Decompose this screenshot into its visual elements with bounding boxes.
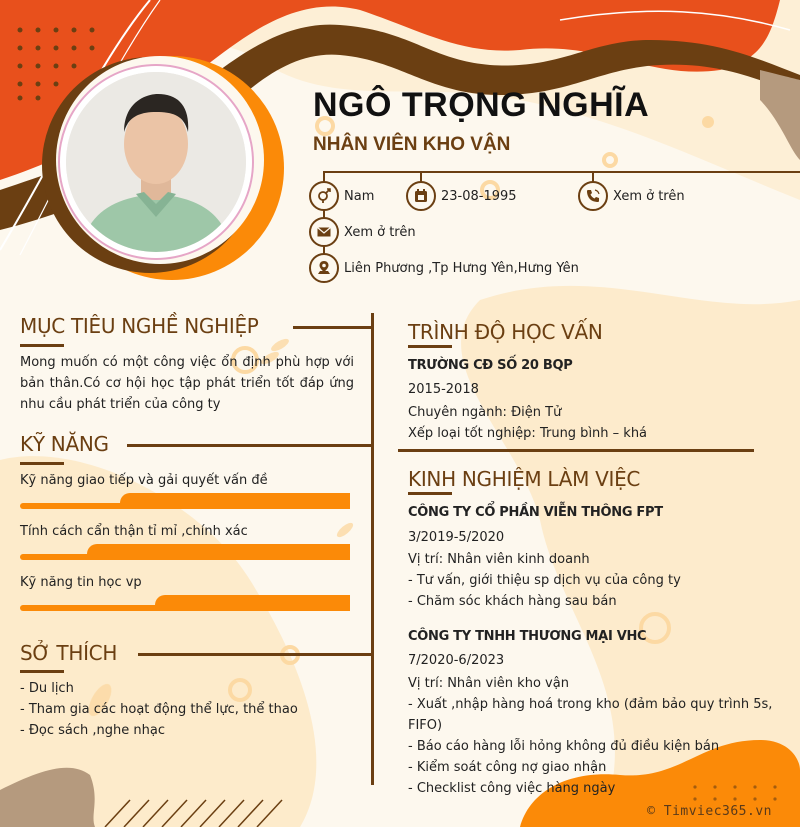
hobby-item: - Du lịch [20,681,74,696]
skill-label: Tính cách cẩn thận tỉ mỉ ,chính xác [20,524,248,539]
profile-photo-frame [58,64,254,260]
gender-icon [309,181,339,211]
address-value: Liên Phương ,Tp Hưng Yên,Hưng Yên [344,260,579,276]
address-field [309,253,579,283]
job-duty: - Xuất ,nhập hàng hoá trong kho (đảm bảo quy trình 5s, [408,697,773,712]
info-divider [323,171,800,173]
column-divider [371,313,374,785]
job-duty: FIFO) [408,718,443,733]
location-icon [309,253,339,283]
education-title: TRÌNH ĐỘ HỌC VẤN [408,320,603,344]
education-major: Chuyên ngành: Điện Tử [408,405,562,420]
email-value: Xem ở trên [344,224,416,240]
job-title: NHÂN VIÊN KHO VẬN [313,134,511,155]
experience-title: KINH NGHIỆM LÀM VIỆC [408,467,641,491]
job-position: Vị trí: Nhân viên kinh doanh [408,552,590,567]
calendar-icon [406,181,436,211]
watermark: © Timviec365.vn [647,804,772,819]
job-duty: - Checklist công việc hàng ngày [408,781,616,796]
phone-field [578,181,685,211]
section-underline [20,462,64,465]
birthday-value: 23-08-1995 [441,188,517,204]
section-underline [20,670,64,673]
company-name: CÔNG TY CỔ PHẦN VIỄN THÔNG FPT [408,505,663,520]
phone-icon [578,181,608,211]
skill-label: Kỹ năng tin học vp [20,575,142,590]
section-line [138,653,373,656]
education-grade: Xếp loại tốt nghiệp: Trung bình – khá [408,426,648,441]
section-line [398,449,754,452]
section-line [127,444,373,447]
birthday-field [406,181,517,211]
job-duty: - Báo cáo hàng lỗi hỏng không đủ điều kiện bán [408,739,720,754]
job-duty: - Chăm sóc khách hàng sau bán [408,594,617,609]
job-position: Vị trí: Nhân viên kho vận [408,676,569,691]
job-duty: - Tư vấn, giới thiệu sp dịch vụ của công ty [408,573,681,588]
education-period: 2015-2018 [408,382,479,397]
section-underline [408,492,452,495]
skill-label: Kỹ năng giao tiếp và gải quyết vấn đề [20,473,268,488]
person-photo-icon [66,72,246,252]
phone-value: Xem ở trên [613,188,685,204]
school-name: TRƯỜNG CĐ SỐ 20 BQP [408,358,573,373]
company-name: CÔNG TY TNHH THƯƠNG MẠI VHC [408,629,647,644]
job-period: 7/2020-6/2023 [408,653,505,668]
gender-value: Nam [344,188,375,204]
job-duty: - Kiểm soát công nợ giao nhận [408,760,607,775]
mail-icon [309,217,339,247]
skill-bar [20,595,350,611]
section-line [293,326,373,329]
candidate-name: NGÔ TRỌNG NGHĨA [313,86,650,124]
gender-field [309,181,374,211]
hobby-item: - Đọc sách ,nghe nhạc [20,723,165,738]
skill-bar [20,493,350,509]
skill-bar [20,544,350,560]
section-underline [408,345,452,348]
section-underline [20,344,64,347]
hobby-item: - Tham gia các hoạt động thể lực, thể thao [20,702,298,717]
skills-title: KỸ NĂNG [20,432,109,456]
email-field [309,217,416,247]
objective-title: MỤC TIÊU NGHỀ NGHIỆP [20,314,259,338]
hobbies-title: SỞ THÍCH [20,641,118,665]
profile-photo [66,72,246,252]
job-period: 3/2019-5/2020 [408,530,505,545]
objective-text: Mong muốn có một công việc ổn định phù hợp với bản thân.Có cơ hội học tập phát triển tốt đáp ứng nhu cầu phát triển của công ty [20,355,354,412]
